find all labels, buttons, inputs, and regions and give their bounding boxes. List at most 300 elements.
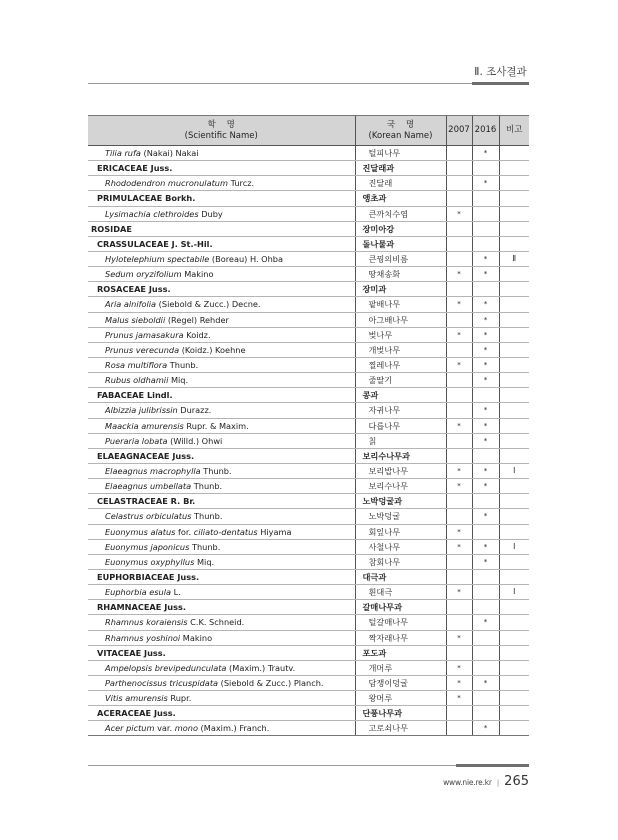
scientific-name-cell	[88, 645, 355, 660]
scientific-name-cell	[88, 221, 355, 236]
family-row	[88, 236, 529, 251]
mark-2007-cell	[446, 161, 472, 176]
mark-2007-cell: *	[446, 357, 472, 372]
mark-2016-cell	[472, 600, 499, 615]
korean-name-cell: 털피나무	[355, 146, 446, 161]
col-note: 비고	[499, 116, 529, 146]
species-row	[88, 267, 529, 282]
scientific-name-italic: Tilia rufa	[105, 148, 141, 159]
mark-2007-cell	[446, 221, 472, 236]
mark-2007-cell	[446, 388, 472, 403]
scientific-name-cell	[88, 161, 355, 176]
scientific-name-cell	[88, 479, 355, 494]
mark-2007-cell	[446, 706, 472, 721]
col-korean-name-en: (Korean Name)	[368, 130, 433, 141]
family-row	[88, 645, 529, 660]
scientific-name-author: (Siebold & Zucc.) Decne.	[156, 299, 261, 310]
korean-name-cell: 줄딸기	[355, 373, 446, 388]
species-row	[88, 357, 529, 372]
scientific-name-cell	[88, 509, 355, 524]
scientific-name-author: EUPHORBIACEAE Juss.	[97, 572, 200, 582]
species-row	[88, 418, 529, 433]
species-row	[88, 509, 529, 524]
korean-name-cell: 콩과	[355, 388, 446, 403]
korean-name-cell: 포도과	[355, 645, 446, 660]
note-cell	[499, 418, 529, 433]
korean-name-cell: 보리수나무	[355, 479, 446, 494]
mark-2016-cell: *	[472, 509, 499, 524]
note-cell	[499, 267, 529, 282]
mark-2007-cell: *	[446, 297, 472, 312]
mark-2016-cell: *	[472, 615, 499, 630]
note-cell	[499, 630, 529, 645]
species-row	[88, 176, 529, 191]
footer	[443, 774, 529, 789]
species-row	[88, 327, 529, 342]
mark-2016-cell: *	[472, 463, 499, 478]
mark-2016-cell	[472, 206, 499, 221]
mark-2007-cell	[446, 236, 472, 251]
scientific-name-author: Koidz.	[183, 329, 211, 340]
mark-2007-cell	[446, 191, 472, 206]
korean-name-cell: 아그배나무	[355, 312, 446, 327]
mark-2007-cell: *	[446, 418, 472, 433]
note-cell	[499, 706, 529, 721]
scientific-name-italic: ciliato-dentatus	[193, 526, 258, 537]
mark-2016-cell: *	[472, 403, 499, 418]
footer-url: www.nie.re.kr	[443, 778, 492, 787]
species-row	[88, 615, 529, 630]
species-row	[88, 691, 529, 706]
mark-2016-cell: *	[472, 342, 499, 357]
scientific-name-italic: Euphorbia esula	[105, 587, 171, 598]
mark-2007-cell	[446, 176, 472, 191]
scientific-name-italic: Rosa multiflora	[105, 360, 168, 371]
scientific-name-italic: Euonymus oxyphyllus	[105, 556, 195, 567]
species-row	[88, 660, 529, 675]
table-header-row	[88, 116, 529, 146]
scientific-name-cell	[88, 585, 355, 600]
mark-2007-cell	[446, 494, 472, 509]
scientific-name-cell	[88, 388, 355, 403]
mark-2016-cell	[472, 585, 499, 600]
scientific-name-italic: Hylotelephium spectabile	[105, 254, 210, 265]
note-cell	[499, 479, 529, 494]
mark-2007-cell: *	[446, 463, 472, 478]
mark-2016-cell	[472, 524, 499, 539]
mark-2007-cell: *	[446, 691, 472, 706]
korean-name-cell: 왕머루	[355, 691, 446, 706]
mark-2016-cell: *	[472, 312, 499, 327]
scientific-name-author: (Regel) Rehder	[165, 314, 229, 325]
note-cell: Ⅱ	[499, 251, 529, 266]
mark-2016-cell: *	[472, 146, 499, 161]
note-cell	[499, 600, 529, 615]
species-row	[88, 433, 529, 448]
mark-2007-cell	[446, 433, 472, 448]
scientific-name-italic: Elaeagnus macrophylla	[105, 466, 201, 477]
note-cell	[499, 388, 529, 403]
scientific-name-italic: Lysimachia clethroides	[105, 208, 199, 219]
korean-name-cell: 큰까치수염	[355, 206, 446, 221]
note-cell	[499, 615, 529, 630]
family-row	[88, 191, 529, 206]
col-korean-name	[355, 116, 446, 146]
korean-name-cell: 사철나무	[355, 539, 446, 554]
mark-2007-cell	[446, 146, 472, 161]
korean-name-cell: 칡	[355, 433, 446, 448]
mark-2016-cell: *	[472, 539, 499, 554]
note-cell	[499, 675, 529, 690]
note-cell	[499, 569, 529, 584]
mark-2016-cell: *	[472, 297, 499, 312]
scientific-name-cell	[88, 615, 355, 630]
korean-name-cell: 땅채송화	[355, 267, 446, 282]
scientific-name-cell	[88, 418, 355, 433]
scientific-name-italic: Rhamnus yoshinoi	[105, 632, 181, 643]
korean-name-cell: 보리밥나무	[355, 463, 446, 478]
table-body	[88, 146, 529, 736]
scientific-name-author: for.	[175, 526, 194, 537]
scientific-name-cell	[88, 191, 355, 206]
col-scientific-name-en: (Scientific Name)	[184, 130, 258, 141]
scientific-name-cell	[88, 236, 355, 251]
korean-name-cell: 노박덩굴	[355, 509, 446, 524]
note-cell	[499, 206, 529, 221]
note-cell	[499, 191, 529, 206]
scientific-name-cell	[88, 691, 355, 706]
scientific-name-author: VITACEAE Juss.	[97, 647, 166, 658]
scientific-name-italic: Acer pictum	[105, 723, 155, 734]
scientific-name-italic: Rubus oldhamii	[105, 375, 169, 386]
species-row	[88, 675, 529, 690]
scientific-name-cell	[88, 494, 355, 509]
scientific-name-cell	[88, 463, 355, 478]
scientific-name-author: (Maxim.) Trautv.	[226, 662, 296, 673]
mark-2016-cell	[472, 282, 499, 297]
mark-2016-cell: *	[472, 479, 499, 494]
scientific-name-cell	[88, 433, 355, 448]
mark-2016-cell	[472, 660, 499, 675]
scientific-name-author: ROSACEAE Juss.	[97, 284, 171, 295]
scientific-name-cell	[88, 524, 355, 539]
scientific-name-italic: Prunus verecunda	[105, 344, 180, 355]
korean-name-cell: 개머루	[355, 660, 446, 675]
scientific-name-cell	[88, 206, 355, 221]
scientific-name-cell	[88, 176, 355, 191]
scientific-name-cell	[88, 630, 355, 645]
scientific-name-cell	[88, 660, 355, 675]
mark-2016-cell	[472, 691, 499, 706]
mark-2016-cell: *	[472, 267, 499, 282]
mark-2016-cell	[472, 388, 499, 403]
footer-accent-bar	[456, 764, 529, 767]
mark-2016-cell	[472, 221, 499, 236]
korean-name-cell: 큰꿩의비름	[355, 251, 446, 266]
scientific-name-italic: Euonymus japonicus	[105, 541, 190, 552]
scientific-name-author: (Maxim.) Franch.	[197, 723, 270, 734]
family-row	[88, 494, 529, 509]
scientific-name-cell	[88, 282, 355, 297]
mark-2007-cell: *	[446, 660, 472, 675]
mark-2007-cell	[446, 282, 472, 297]
header-accent-bar	[472, 82, 529, 85]
mark-2016-cell	[472, 569, 499, 584]
section-title: Ⅱ. 조사결과	[474, 66, 527, 78]
scientific-name-author: ELAEAGNACEAE Juss.	[97, 450, 195, 461]
scientific-name-author: var.	[154, 723, 175, 734]
korean-name-cell: 보리수나무과	[355, 448, 446, 463]
scientific-name-cell	[88, 327, 355, 342]
scientific-name-author: L.	[171, 587, 181, 598]
species-row	[88, 342, 529, 357]
scientific-name-italic: Ampelopsis brevipedunculata	[105, 662, 227, 673]
subclass-row	[88, 221, 529, 236]
note-cell	[499, 312, 529, 327]
scientific-name-author: (Nakai) Nakai	[140, 148, 199, 159]
mark-2007-cell	[446, 554, 472, 569]
mark-2007-cell: *	[446, 585, 472, 600]
korean-name-cell: 털갈매나무	[355, 615, 446, 630]
note-cell	[499, 524, 529, 539]
scientific-name-author: CELASTRACEAE R. Br.	[97, 496, 196, 507]
korean-name-cell: 돌나물과	[355, 236, 446, 251]
scientific-name-cell	[88, 721, 355, 736]
scientific-name-author: C.K. Schneid.	[187, 617, 245, 628]
korean-name-cell: 장미아강	[355, 221, 446, 236]
note-cell	[499, 433, 529, 448]
note-cell: Ⅰ	[499, 585, 529, 600]
note-cell	[499, 554, 529, 569]
species-table	[88, 115, 529, 736]
species-row	[88, 146, 529, 161]
mark-2016-cell: *	[472, 251, 499, 266]
mark-2007-cell: *	[446, 267, 472, 282]
mark-2016-cell	[472, 494, 499, 509]
korean-name-cell: 찔레나무	[355, 357, 446, 372]
korean-name-cell: 고로쇠나무	[355, 721, 446, 736]
scientific-name-author: (Koidz.) Koehne	[179, 344, 246, 355]
scientific-name-cell	[88, 539, 355, 554]
scientific-name-cell	[88, 373, 355, 388]
scientific-name-cell	[88, 146, 355, 161]
mark-2016-cell: *	[472, 357, 499, 372]
note-cell	[499, 509, 529, 524]
mark-2007-cell: *	[446, 675, 472, 690]
scientific-name-cell	[88, 297, 355, 312]
korean-name-cell: 노박덩굴과	[355, 494, 446, 509]
scientific-name-italic: Celastrus orbiculatus	[105, 511, 192, 522]
mark-2016-cell: *	[472, 418, 499, 433]
scientific-name-italic: Maackia amurensis	[105, 420, 184, 431]
scientific-name-italic: Parthenocissus tricuspidata	[105, 677, 219, 688]
species-row	[88, 206, 529, 221]
mark-2007-cell	[446, 373, 472, 388]
scientific-name-author: Thunb.	[191, 481, 223, 492]
mark-2007-cell	[446, 615, 472, 630]
mark-2007-cell: *	[446, 479, 472, 494]
note-cell	[499, 342, 529, 357]
scientific-name-cell	[88, 554, 355, 569]
scientific-name-author: Thunb.	[191, 511, 223, 522]
scientific-name-author: (Willd.) Ohwi	[167, 435, 223, 446]
mark-2016-cell	[472, 645, 499, 660]
korean-name-cell: 참회나무	[355, 554, 446, 569]
mark-2016-cell	[472, 161, 499, 176]
korean-name-cell: 대극과	[355, 569, 446, 584]
mark-2007-cell	[446, 251, 472, 266]
scientific-name-italic: Euonymus alatus	[105, 526, 176, 537]
scientific-name-author: (Siebold & Zucc.) Planch.	[218, 677, 324, 688]
korean-name-cell: 장미과	[355, 282, 446, 297]
scientific-name-author: Hiyama	[257, 526, 292, 537]
scientific-name-cell	[88, 569, 355, 584]
species-row	[88, 373, 529, 388]
note-cell	[499, 282, 529, 297]
species-row	[88, 312, 529, 327]
species-row	[88, 403, 529, 418]
mark-2016-cell	[472, 191, 499, 206]
note-cell: Ⅰ	[499, 539, 529, 554]
note-cell	[499, 660, 529, 675]
mark-2016-cell	[472, 448, 499, 463]
note-cell	[499, 721, 529, 736]
note-cell	[499, 373, 529, 388]
korean-name-cell: 앵초과	[355, 191, 446, 206]
scientific-name-italic: Malus sieboldii	[105, 314, 166, 325]
mark-2016-cell	[472, 236, 499, 251]
note-cell	[499, 146, 529, 161]
scientific-name-author: Rupr. & Maxim.	[183, 420, 249, 431]
mark-2016-cell: *	[472, 373, 499, 388]
scientific-name-italic: Sedum oryzifolium	[105, 269, 182, 280]
note-cell: Ⅰ	[499, 463, 529, 478]
mark-2007-cell: *	[446, 327, 472, 342]
page-number: 265	[504, 774, 529, 789]
note-cell	[499, 236, 529, 251]
note-cell	[499, 327, 529, 342]
mark-2007-cell: *	[446, 524, 472, 539]
mark-2007-cell	[446, 721, 472, 736]
scientific-name-author: Turcz.	[227, 178, 255, 189]
scientific-name-author: Thunb.	[189, 541, 221, 552]
scientific-name-italic: Rhamnus koraiensis	[105, 617, 188, 628]
family-row	[88, 388, 529, 403]
korean-name-cell: 진달래과	[355, 161, 446, 176]
scientific-name-italic: mono	[174, 723, 198, 734]
scientific-name-author: Duby	[198, 208, 223, 219]
footer-separator: |	[496, 779, 500, 787]
mark-2007-cell	[446, 403, 472, 418]
scientific-name-author: ROSIDAE	[91, 223, 132, 234]
mark-2007-cell: *	[446, 206, 472, 221]
note-cell	[499, 357, 529, 372]
mark-2007-cell: *	[446, 630, 472, 645]
scientific-name-author: Miq.	[168, 375, 189, 386]
scientific-name-italic: Vitis amurensis	[105, 693, 168, 704]
scientific-name-author: CRASSULACEAE J. St.-Hil.	[97, 238, 213, 249]
korean-name-cell: 벚나무	[355, 327, 446, 342]
scientific-name-cell	[88, 706, 355, 721]
scientific-name-author: Thunb.	[167, 360, 199, 371]
scientific-name-cell	[88, 600, 355, 615]
scientific-name-author: Durazz.	[177, 405, 212, 416]
col-2016: 2016	[472, 116, 499, 146]
col-scientific-name	[88, 116, 355, 146]
mark-2007-cell	[446, 342, 472, 357]
species-row	[88, 479, 529, 494]
mark-2016-cell: *	[472, 176, 499, 191]
korean-name-cell: 다릅나무	[355, 418, 446, 433]
scientific-name-author: Makino	[181, 269, 214, 280]
col-scientific-name-ko: 학 명	[207, 119, 235, 130]
scientific-name-author: Rupr.	[167, 693, 192, 704]
scientific-name-author: (Boreau) H. Ohba	[209, 254, 284, 265]
scientific-name-cell	[88, 312, 355, 327]
mark-2007-cell	[446, 600, 472, 615]
note-cell	[499, 297, 529, 312]
scientific-name-author: FABACEAE Lindl.	[97, 390, 173, 401]
scientific-name-italic: Albizzia julibrissin	[105, 405, 178, 416]
scientific-name-author: Makino	[180, 632, 213, 643]
species-row	[88, 297, 529, 312]
korean-name-cell: 담쟁이덩굴	[355, 675, 446, 690]
species-row	[88, 539, 529, 554]
mark-2016-cell: *	[472, 721, 499, 736]
scientific-name-cell	[88, 403, 355, 418]
mark-2007-cell	[446, 312, 472, 327]
scientific-name-italic: Prunus jamasakura	[105, 329, 184, 340]
mark-2016-cell	[472, 706, 499, 721]
scientific-name-cell	[88, 251, 355, 266]
species-row	[88, 251, 529, 266]
note-cell	[499, 494, 529, 509]
family-row	[88, 448, 529, 463]
species-row	[88, 554, 529, 569]
note-cell	[499, 645, 529, 660]
species-row	[88, 585, 529, 600]
scientific-name-italic: Elaeagnus umbellata	[105, 481, 192, 492]
mark-2016-cell: *	[472, 433, 499, 448]
korean-name-cell: 흰대극	[355, 585, 446, 600]
family-row	[88, 161, 529, 176]
korean-name-cell: 회잎나무	[355, 524, 446, 539]
korean-name-cell: 개벚나무	[355, 342, 446, 357]
korean-name-cell: 팥배나무	[355, 297, 446, 312]
korean-name-cell: 단풍나무과	[355, 706, 446, 721]
scientific-name-cell	[88, 448, 355, 463]
scientific-name-author: PRIMULACEAE Borkh.	[97, 193, 196, 204]
species-row	[88, 721, 529, 736]
species-row	[88, 524, 529, 539]
mark-2007-cell: *	[446, 539, 472, 554]
mark-2016-cell: *	[472, 327, 499, 342]
species-row	[88, 463, 529, 478]
scientific-name-italic: Rhododendron mucronulatum	[105, 178, 228, 189]
col-korean-name-ko: 국 명	[386, 119, 415, 130]
scientific-name-cell	[88, 267, 355, 282]
korean-name-cell: 갈매나무과	[355, 600, 446, 615]
scientific-name-author: ERICACEAE Juss.	[97, 163, 173, 174]
scientific-name-cell	[88, 357, 355, 372]
col-2007: 2007	[446, 116, 472, 146]
scientific-name-author: ACERACEAE Juss.	[97, 708, 176, 719]
mark-2007-cell	[446, 448, 472, 463]
mark-2007-cell	[446, 645, 472, 660]
note-cell	[499, 221, 529, 236]
korean-name-cell: 진달래	[355, 176, 446, 191]
scientific-name-italic: Pueraria lobata	[105, 435, 168, 446]
